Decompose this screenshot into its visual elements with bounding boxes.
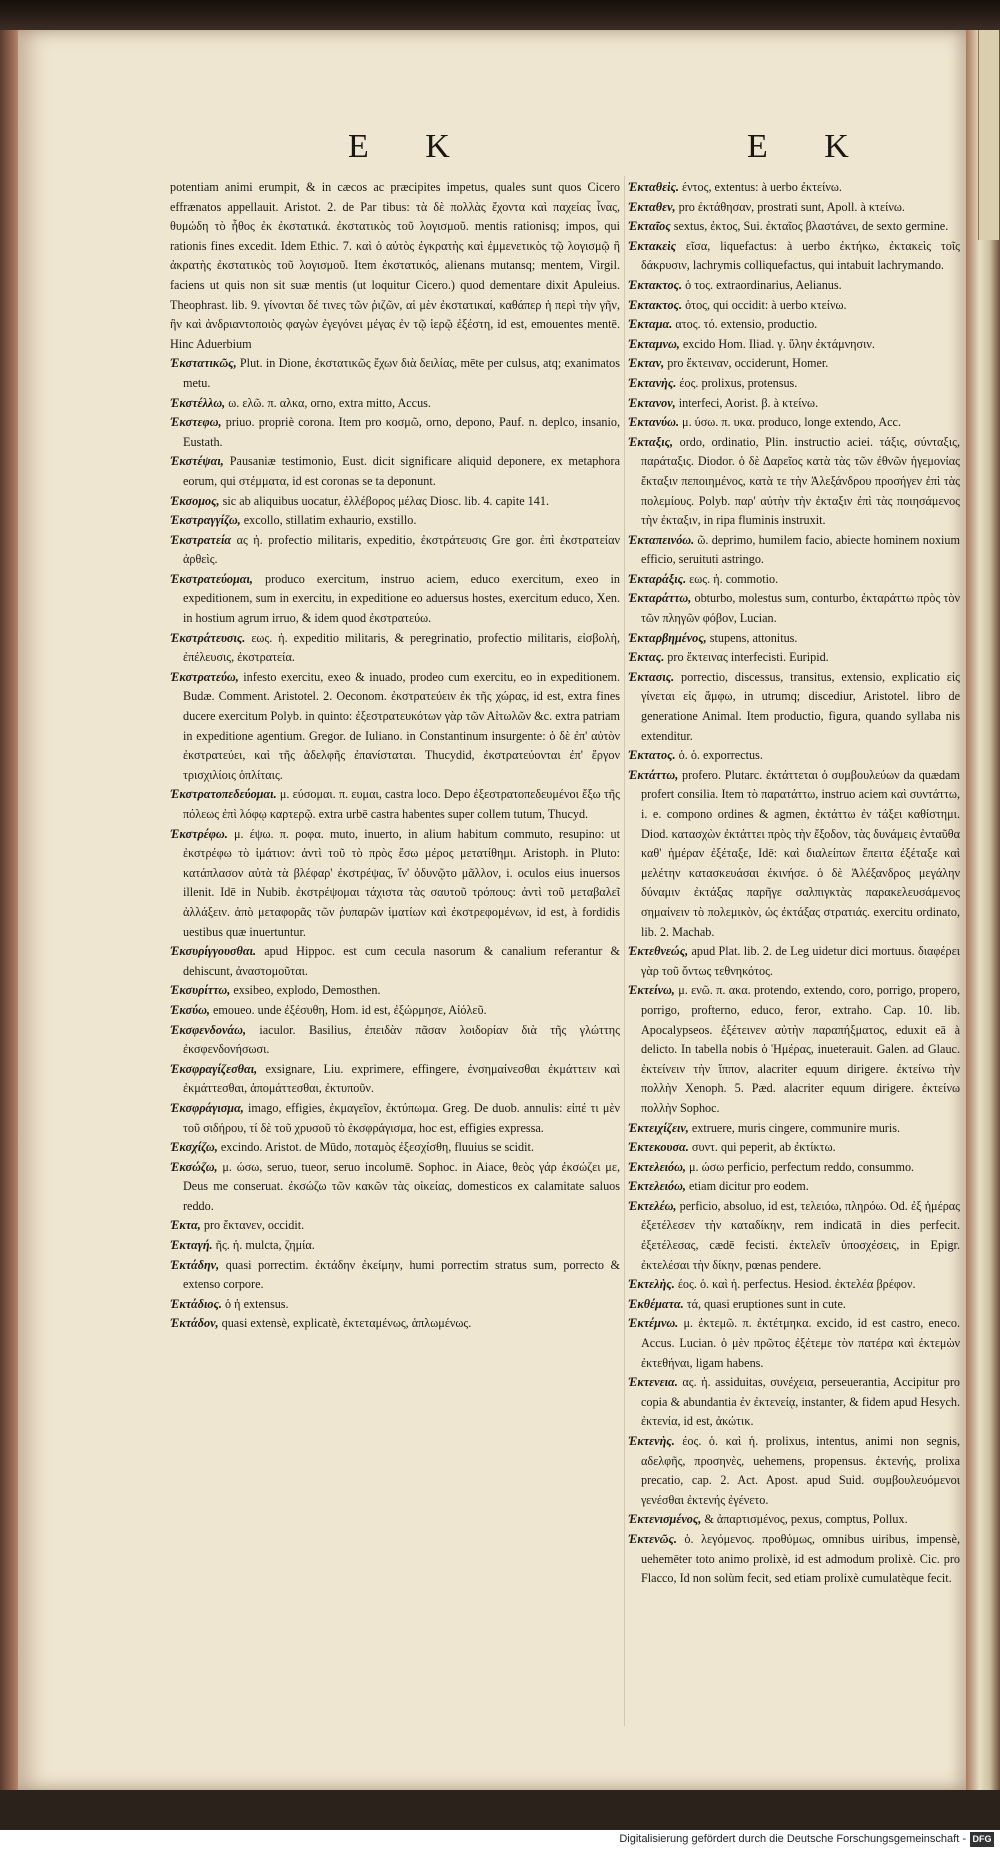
entry-headword: Ἐκτεκουσα. <box>628 1140 689 1155</box>
entry-headword: Ἐκταρβημένος, <box>628 630 707 645</box>
dictionary-entry <box>628 1510 960 1530</box>
entry-definition: quasi extensè, explicatè, ἐκτεταμένως, ἁπλωμένως. <box>221 1316 472 1331</box>
dictionary-entry <box>628 746 960 766</box>
entry-definition: interfeci, Aorist. β. à κτείνω. <box>678 395 819 410</box>
entry-headword: Ἐκστεφω, <box>170 415 222 430</box>
entry-headword: Ἐκσώζω, <box>170 1159 218 1174</box>
entry-definition: pro ἔκτειναν, occiderunt, Homer. <box>667 356 829 371</box>
entry-headword: Ἐκσχίζω, <box>170 1140 218 1155</box>
dictionary-entry <box>170 178 620 354</box>
column-divider <box>624 176 625 1726</box>
entry-headword: Ἐκτάδον, <box>170 1316 219 1331</box>
dictionary-entry <box>628 296 960 316</box>
entry-headword: Ἐκταν, <box>628 356 665 371</box>
entry-headword: Ἐκτενὴς. <box>628 1434 675 1448</box>
dictionary-entry <box>170 492 620 512</box>
entry-definition: excido Hom. Iliad. γ. ὕλην ἐκτάμνησιν. <box>682 336 875 351</box>
dictionary-entry <box>628 589 960 628</box>
dictionary-entry <box>628 531 960 570</box>
entry-headword: Ἐκτείνω, <box>628 983 675 998</box>
entry-definition: etiam dicitur pro eodem. <box>688 1179 809 1194</box>
entry-definition: μ. ώσω, seruo, tueor, seruo incolumē. Sophoc. in Aiace, θεὸς γάρ ἐκσώζει με, Deus me conseruat. ἐκσώζω τῶν κακῶν τὰς οἰκείας, domesticos ex calamitate saluos reddo. <box>183 1159 620 1213</box>
entry-headword: Ἐκστρατεία <box>170 532 232 547</box>
entry-definition: profero. Plutarc. ἐκτάττεται ὁ συμβουλεύων da quædam profert consilia. Item τὸ παρατάττω, instruo aciem καὶ συντάττω, i. e. compono ordines & agmen, ἐκτάττω ἐν τάξει καθίστημι. Diod. κατασχὼν ἐκτάττει πρὸς τὴν ἔξοδον, τὰς δυνάμεις ἐνταῦθα καθ' ἡμέραν ἐξέταξε, Idē: καὶ διαλείπων ἔπειτα ἐξέταξε καὶ μελέτην κατασκευάσαι ἐκινήσε. ὁ δὲ Ἀλέξανδρος μεγάλην δύναμιν ἐκτάξας παρῆγε σαλπιγκτὰς παρακελευσάμενος σημαίνειν τὸ πολεμικὸν, ὡς ἐκτάξας στρατιάς. exercitu ordinato, lib. 2. Machab. <box>641 767 960 939</box>
entry-headword: Ἐκτελειόω, <box>628 1179 686 1194</box>
entry-headword: Ἐκσύω, <box>170 1002 210 1017</box>
dictionary-entry <box>170 825 620 943</box>
entry-definition: emoueo. unde ἐξέσυθη, Hom. id est, ἐξώρμησε, Αἰόλεῦ. <box>213 1002 487 1017</box>
dictionary-entry <box>628 335 960 355</box>
entry-definition: έος. ὁ. καὶ ἡ. perfectus. Hesiod. ἐκτελέα βρέφον. <box>677 1277 916 1292</box>
dictionary-entry <box>170 629 620 668</box>
entry-headword: Ἐκστατικῶς, <box>170 356 237 371</box>
dictionary-entry <box>628 374 960 394</box>
entry-headword: Ἐκταράξις. <box>628 571 687 586</box>
entry-definition: exsignare, Liu. exprimere, effingere, ἐνσημαίνεσθαι ἐκμάττειν καὶ ἐκμάττεσθαι, ἀπομάττεσθαι, ἐκτυποῦν. <box>183 1061 620 1096</box>
dictionary-entry <box>628 1158 960 1178</box>
entry-headword: Ἐκτέμνω. <box>628 1316 679 1331</box>
dictionary-entry <box>628 1314 960 1373</box>
entry-headword: Ἐκστέψαι, <box>170 454 224 469</box>
dictionary-entry <box>170 452 620 491</box>
entry-definition: μ. έψω. π. ροφα. muto, inuerto, in alium habitum commuto, resupino: ut ἐκστρέφω τὸ ἱμάτιον: ἀντὶ τοῦ τὸ πρὸς ἔσω μέρος μετατίθημι. Aristoph. in Pluto: κατάπλασον αὐτὰ τὰ βλέφαρ' ἐκστρέψας, ἵν' ὀδυνῷτο μᾶλλον, i. oculos eius inuersos illenit. Idē in Nubib. ἐκστρέψομαι τάχιστα τὰς σαυτοῦ τρόπους: ἀντὶ τοῦ μεταβαλεῖ ἀλλάξειν. ἀπὸ μεταφορᾶς τῶν ῥυπαρῶν ἱματίων καὶ ἐκστρεφομένων, id est, à fordidis uestibus quæ inuertuntur. <box>183 826 620 939</box>
entry-definition: perficio, absoluo, id est, τελειόω, πληρόω. Od. ἐξ ἡμέρας ἐξετέλεσεν τὴν καταδίκην, rem indicatā in dies perfecit. ἐξετέλεσας, cædē fecisti. ἐκτελεῖν ὑποσχέσεις, in Epigr. ἐκτελέσαι τὴν δίκην, pœnas pendere. <box>641 1198 960 1272</box>
entry-headword: Ἐκταξις, <box>628 434 674 449</box>
dictionary-entry <box>628 1275 960 1295</box>
entry-definition: μ. ώσω perficio, perfectum reddo, consummo. <box>688 1159 915 1174</box>
entry-definition: μ. ύσω. π. υκα. produco, longe extendo, Acc. <box>682 415 902 430</box>
dictionary-entry <box>628 433 960 531</box>
dfg-logo: DFG <box>970 1832 994 1847</box>
entry-definition: excindo. Aristot. de Mūdo, ποταμὸς ἐξεσχίσθη, fluuius se scidit. <box>220 1140 534 1155</box>
entry-headword: Ἐκσομος, <box>170 493 220 508</box>
dictionary-entry <box>170 570 620 629</box>
dictionary-entry <box>170 1236 620 1256</box>
dictionary-entry <box>170 1021 620 1060</box>
entry-headword: Ἐκστράτευσις. <box>170 630 246 645</box>
dictionary-entry <box>170 354 620 393</box>
dictionary-entry <box>170 785 620 824</box>
entry-headword: Ἐκστρατοπεδεύομαι. <box>170 787 277 802</box>
entry-headword: Ἐκτακεὶς <box>628 238 677 253</box>
entry-headword: Ἐκστέλλω, <box>170 395 226 410</box>
entry-definition: τά, quasi eruptiones sunt in cute. <box>686 1296 846 1311</box>
dictionary-entry <box>170 1001 620 1021</box>
entry-definition: έος. ὁ. καὶ ἡ. prolixus, intentus, animi non segnis, αδελφῆς, προσηνὲς, uehemens, propensus. ἐκτενής, prolixa precatio, cap. 2. Act. Apost. apud Suid. συμβουλευόμενοι γενέσθαι ἐκτενής ἐγένετο. <box>641 1434 960 1507</box>
dictionary-entry <box>628 217 960 237</box>
top-shadow <box>0 0 1000 30</box>
entry-definition: εως. ἡ. commotio. <box>689 571 779 586</box>
entry-headword: Ἐκτεθνεώς, <box>628 944 689 959</box>
entry-definition: stupens, attonitus. <box>709 630 798 645</box>
dictionary-entry <box>170 511 620 531</box>
dictionary-entry <box>170 1158 620 1217</box>
dictionary-entry <box>170 1256 620 1295</box>
entry-headword: Ἐκτας. <box>628 650 665 665</box>
entry-definition: μ. εύσομαι. π. ευμαι, castra loco. Depo ἐξεστρατοπεδευμένοι ἔξω τῆς πόλεως ἐπὶ λόφῳ καρτερῷ. extra urbē castra habentes super collem tutum, Thucyd. <box>183 787 620 821</box>
entry-headword: Ἐκτάδην, <box>170 1257 220 1272</box>
dictionary-entry <box>628 1530 960 1589</box>
entry-definition: ὁ. ὁ. exporrectus. <box>678 748 763 763</box>
entry-definition: ας. ἡ. assiduitas, συνέχεια, perseuerantia, Accipitur pro copia & abundantia ἐν ἐκτενείᾳ, instanter, & fidem apud Hesych. ἐκτενία, id est, ἀκώτικ. <box>641 1375 960 1429</box>
entry-headword: Ἐκτασις. <box>628 669 675 684</box>
dictionary-entry <box>628 1177 960 1197</box>
entry-definition: μ. ενῶ. π. ακα. protendo, extendo, coro, porrigo, propero, porrigo, profterno, educo, feror, extraho. Cap. 10. lib. Apocalypseos. ἐξέτεινεν αὐτὴν παραπήξματος, eduxit eā à delicto. In tabella nobis ὁ Ἡμέρας, inueterauit. Galen. ad Glauc. ἐκτείνειν τὴν ἵππον, alacriter equum dirigere. ἐκτείνω τὴν πολλὴν Xenoph. 5. Pæd. alacriter equum dirigere. ἐκτείνω πολλὴν Sophoc. <box>641 983 960 1115</box>
dictionary-entry <box>170 531 620 570</box>
entry-headword: Ἐκσφενδονάω, <box>170 1022 246 1037</box>
dictionary-entry <box>628 1138 960 1158</box>
entry-definition: μ. ἐκτεμῶ. π. ἐκτέτμηκα. excido, id est castro, eneco. Accus. Lucian. ὁ μὲν πρῶτος ἐξέτεμε τὸν πατέρα καὶ ἐκτεμὼν ἐκτεθήναι, ligam habens. <box>641 1316 960 1370</box>
entry-headword: Ἐκταθεὶς. <box>628 180 679 194</box>
entry-headword: Ἐκτελέω, <box>628 1198 677 1213</box>
entry-definition: & ἀπαρτισμένος, pexus, comptus, Pollux. <box>704 1512 908 1527</box>
entry-definition: pro ἐκτάθησαν, prostrati sunt, Apoll. à κτείνω. <box>678 199 905 214</box>
running-header-right: E K <box>747 128 873 165</box>
entry-definition: ὁ ἡ extensus. <box>225 1296 289 1311</box>
dictionary-entry <box>170 981 620 1001</box>
dictionary-entry <box>628 198 960 218</box>
entry-headword: Ἐκτανύω. <box>628 415 679 430</box>
entry-headword: Ἐκσφραγίζεσθαι, <box>170 1061 258 1076</box>
entry-headword: Ἐκστρέφω. <box>170 826 228 841</box>
entry-headword: Ἐκταῖος <box>628 219 671 234</box>
dictionary-entry <box>170 394 620 414</box>
entry-definition: ῶ. deprimo, humilem facio, abiecte hominem noxium efficio, seruituti astringo. <box>641 532 960 567</box>
dictionary-entry <box>628 315 960 335</box>
left-column <box>170 178 620 1748</box>
dictionary-entry <box>628 570 960 590</box>
dictionary-entry <box>170 1060 620 1099</box>
entry-definition: iaculor. Basilius, ἐπειδὰν πᾶσαν λοιδορίαν διὰ τῆς γλώττης ἐκσφενδονήσωσι. <box>183 1022 620 1057</box>
entry-definition: exsibeo, explodo, Demosthen. <box>233 983 381 998</box>
entry-definition: produco exercitum, instruo aciem, educo exercitum, exeo in expeditionem, sum in exercitu, in expeditione eo aduersus hostes, exercitum educo, Xen. in hostium agrum irruo, & idem quod ἐκστρατεύω. <box>183 571 620 626</box>
entry-headword: Ἐκταράττω, <box>628 591 692 606</box>
entry-definition: apud Plat. lib. 2. de Leg uidetur dici mortuus. διαφέρει γὰρ τοῦ ὄντως τεθνηκότος. <box>641 944 960 978</box>
entry-headword: Ἐκσφράγισμα, <box>170 1100 244 1115</box>
entry-headword: Ἐκτάττω, <box>628 767 679 782</box>
entry-headword: Ἐκτατος. <box>628 748 676 763</box>
entry-definition: quasi porrectim. ἐκτάδην ἐκείμην, humi porrectim stratus sum, porrecto & extenso corpore. <box>183 1257 620 1292</box>
entry-headword: Ἐκταμα. <box>628 317 673 332</box>
entry-definition: ὁ. λεγόμενος. προθύμως, omnibus uiribus, impensè, uehemēter toto animo prolixè, id est admodum prolixè. Cic. pro Flacco, Id non solùm fecit, sed etiam prolixè cumulatèque fecit. <box>641 1531 960 1586</box>
dictionary-entry <box>170 1314 620 1334</box>
entry-headword: Ἐκτακτος. <box>628 297 683 312</box>
entry-headword: Ἐκτάδιος. <box>170 1296 222 1311</box>
entry-headword: Ἐκτενῶς. <box>628 1531 677 1546</box>
dictionary-entry <box>628 1295 960 1315</box>
entry-definition: sextus, ἐκτος, Sui. ἐκταῖος βλαστάνει, de sexto germine. <box>673 219 949 234</box>
dictionary-entry <box>628 1119 960 1139</box>
entry-headword: Ἐκτελειόω, <box>628 1159 686 1174</box>
dictionary-entry <box>628 237 960 276</box>
entry-definition: έος. prolixus, protensus. <box>679 375 798 390</box>
entry-headword: Ἐκσυρίγγουσθαι. <box>170 944 257 959</box>
entry-definition: ας ἡ. profectio militaris, expeditio, ἐκστράτευσις Gre gor. ἐπὶ ἐκστρατείαν ἀρθεὶς. <box>183 532 620 567</box>
dictionary-entry <box>628 354 960 374</box>
dictionary-entry <box>628 1373 960 1432</box>
entry-definition: apud Hippoc. est cum cecula nasorum & canalium referantur & dehiscunt, ἀναστομοῦται. <box>183 944 620 978</box>
dictionary-entry <box>628 668 960 746</box>
dictionary-entry <box>628 648 960 668</box>
entry-headword: Ἐκτειχίζειν, <box>628 1120 689 1135</box>
entry-headword: Ἐκτα, <box>170 1218 201 1233</box>
entry-definition: Pausaniæ testimonio, Eust. dicit significare aliquid deponere, ex metaphora eorum, qui στέμματα, id est coronas se ta deponunt. <box>183 454 620 488</box>
dictionary-entry <box>628 629 960 649</box>
entry-headword: Ἐκτενεια. <box>628 1375 678 1390</box>
entry-headword: Ἐκτενισμένος, <box>628 1512 702 1527</box>
dictionary-entry <box>628 276 960 296</box>
right-column <box>628 178 960 1748</box>
dictionary-entry <box>170 413 620 452</box>
entry-headword: Ἐκστραγγίζω, <box>170 513 241 528</box>
entry-headword: Ἐκτελὴς. <box>628 1277 675 1292</box>
entry-definition: ὁτος, qui occidit: à uerbo κτείνω. <box>685 297 847 312</box>
dictionary-entry <box>170 942 620 981</box>
dictionary-entry <box>170 668 620 786</box>
entry-definition: ῆς. ἡ. mulcta, ζημία. <box>215 1238 315 1253</box>
entry-definition: εῖσα, liquefactus: à uerbo ἐκτήκω, ἐκτακεὶς τοῖς δάκρυσιν, lachrymis colliquefactus, qui intabuit lachrymando. <box>641 238 960 273</box>
entry-headword: Ἐκθέματα. <box>628 1296 684 1311</box>
footer-credit: Digitalisierung gefördert durch die Deutsche Forschungsgemeinschaft - <box>619 1833 966 1845</box>
entry-definition: ω. ελῶ. π. αλκα, orno, extra mitto, Accus. <box>228 395 431 410</box>
dictionary-entry <box>628 178 960 198</box>
dictionary-entry <box>170 1295 620 1315</box>
entry-headword: Ἐκταθεν, <box>628 199 676 214</box>
entry-headword: Ἐκταπεινόω. <box>628 532 695 547</box>
entry-headword: Ἐκταγή. <box>170 1238 213 1253</box>
dictionary-entry <box>628 981 960 1118</box>
entry-definition: potentiam animi erumpit, & in cæcos ac præcipites impetus, quales sunt quos Cicero effrænatos appellauit. Aristot. 2. de Par tibus: τὰ δὲ πολλὰς ἔχοντα καὶ παχείας ἶνας, θυμώδη τὸ ἦθος ἐκ ἐκστατικά. ἐκστατικὸς τοῦ λογισμοῦ. mentis rationisq; impos, qui rationis fines excedit. Idem Ethic. 7. καὶ ὁ αὐτὸς ἐγκρατὴς καὶ ἐμμενετικὸς τῷ λογισμῷ ἢ ἀκρατὴς ἐκστατικὸς τοῦ λογισμοῦ. Item ἐκστατικός, alienans mutansq; mentem, Virgil. faciens ut quis non sit suæ mentis (ut loquitur Cicero.) quod dementare dixit Apuleius. Theophrast. lib. 9. γίνονται δέ τινες τῶν ῥιζῶν, αἱ μὲν ἐκστατικαί, καθάπερ ἡ περὶ τὴν γῆν, ἣν καὶ ἀνδριαντοποιὸς φαγὼν ἐγεγόνει μέγας ἐν τῷ ἱερῷ ἐξέστη, id est, emouentes mentē. Hinc Aduerbium <box>170 180 620 351</box>
entry-headword: Ἐκσυρίττω, <box>170 983 231 998</box>
entry-headword: Ἐκτακτος. <box>628 277 683 292</box>
entry-definition: infesto exercitu, exeo & inuado, prodeo cum exercitu, eo in expeditionem. Budæ. Comment. Aristotel. 2. Oeconom. ἐκστρατεύειν ἐκ τῆς χώρας, id est, extra fines ducere exercitum Polyb. in quinto: ἐξεστρατευκότων γὰρ τῶν Αἰτωλῶν &c. extra patriam in expeditione agentium. Gregor. de Iuliano. in Constantinum insurgente: ὁ δὲ ἐπ' αὐτὸν ἐκστρατεύει, καὶ τῆς ἀδελφῆς ἐπανίσταται. Thucydid, ἐκστρατεύονται ἐπ' ἔργον τρισχιλίοις ὁπλίταις. <box>183 669 620 782</box>
dictionary-entry <box>628 394 960 414</box>
dictionary-entry <box>628 1197 960 1275</box>
dictionary-entry <box>170 1138 620 1158</box>
entry-headword: Ἐκταμνω, <box>628 336 680 351</box>
entry-definition: excollo, stillatim exhaurio, exstillo. <box>243 513 417 528</box>
footer-bar <box>0 1830 1000 1850</box>
entry-definition: pro ἔκτεινας interfecisti. Euripid. <box>667 650 829 665</box>
entry-definition: ατος. τό. extensio, productio. <box>675 317 818 332</box>
dictionary-entry <box>628 413 960 433</box>
dictionary-entry <box>170 1216 620 1236</box>
entry-definition: εως. ἡ. expeditio militaris, & peregrinatio, profectio militaris, εἰσβολὴ, ἐπέλευσις, ἐκστρατεία. <box>183 630 620 665</box>
page-marker-tab <box>978 30 999 240</box>
entry-definition: ὁ τος. extraordinarius, Aelianus. <box>685 277 842 292</box>
entry-headword: Ἐκτανὴς. <box>628 375 677 390</box>
page-edges <box>966 30 1000 1790</box>
dictionary-entry <box>628 766 960 942</box>
running-header-left: E K <box>348 128 474 165</box>
entry-definition: obturbo, molestus sum, conturbo, ἐκταράττω πρὸς τὸν τῶν πληγῶν φόβον, Lucian. <box>641 591 960 626</box>
entry-definition: Plut. in Dione, ἐκστατικῶς ἔχων διὰ δειλίας, mēte per culsus, atq; exanimatos metu. <box>183 356 620 390</box>
entry-definition: συντ. qui peperit, ab ἐκτίκτω. <box>691 1140 836 1155</box>
entry-headword: Ἐκστρατεύω, <box>170 669 239 684</box>
entry-definition: extruere, muris cingere, communire muris. <box>691 1120 901 1135</box>
entry-definition: porrectio, discessus, transitus, extensio, explicatio εἰς γίνεται εἰς ἄμφω, in utrumq; discediur, Aristotel. libro de generatione Animal. Item productio, figura, quando syllaba nis extenditur. <box>641 669 960 743</box>
entry-definition: έντος, extentus: à uerbo ἐκτείνω. <box>682 180 842 194</box>
dictionary-entry <box>170 1099 620 1138</box>
dictionary-entry <box>628 1432 960 1510</box>
entry-headword: Ἐκτανον, <box>628 395 676 410</box>
entry-definition: imago, effigies, ἐκμαγεῖον, ἐκτύπωμα. Greg. De duob. annulis: εἰπέ τι μὲν τοῦ σιδήρου, τί δὲ τοῦ χρυσοῦ τὸ ἐκσφράγισμα, hoc est, effigies expressa. <box>183 1100 620 1135</box>
entry-definition: sic ab aliquibus uocatur, ἐλλέβορος μέλας Diosc. lib. 4. capite 141. <box>222 493 549 508</box>
entry-definition: pro ἔκτανεν, occidit. <box>203 1218 305 1233</box>
scan-bottom-band <box>0 1790 1000 1830</box>
entry-definition: ordo, ordinatio, Plin. instructio aciei. τάξις, σύνταξις, παράταξις. Diodor. ὁ δὲ Δαρεῖος κατὰ τὰς τῶν ἐθνῶν ἡγεμονίας ἔκταξιν πεποιημένος, κατὰ τε τὴν Ἀλεξάνδρου προσήγεν ἐπὶ τὰς πολεμίους. Polyb. παρ' αὐτὴν τὴν ἐκταξιν ἐπὶ τὰς ποιησάμενος τὴν ἐκταξιν, in ripa fluminis instruxit. <box>641 434 960 528</box>
entry-definition: priuo. propriè corona. Item pro κοσμῶ, orno, depono, Pauf. n. deplco, insanio, Eustath. <box>183 415 620 449</box>
dictionary-entry <box>628 942 960 981</box>
entry-headword: Ἐκστρατεύομαι, <box>170 571 253 586</box>
